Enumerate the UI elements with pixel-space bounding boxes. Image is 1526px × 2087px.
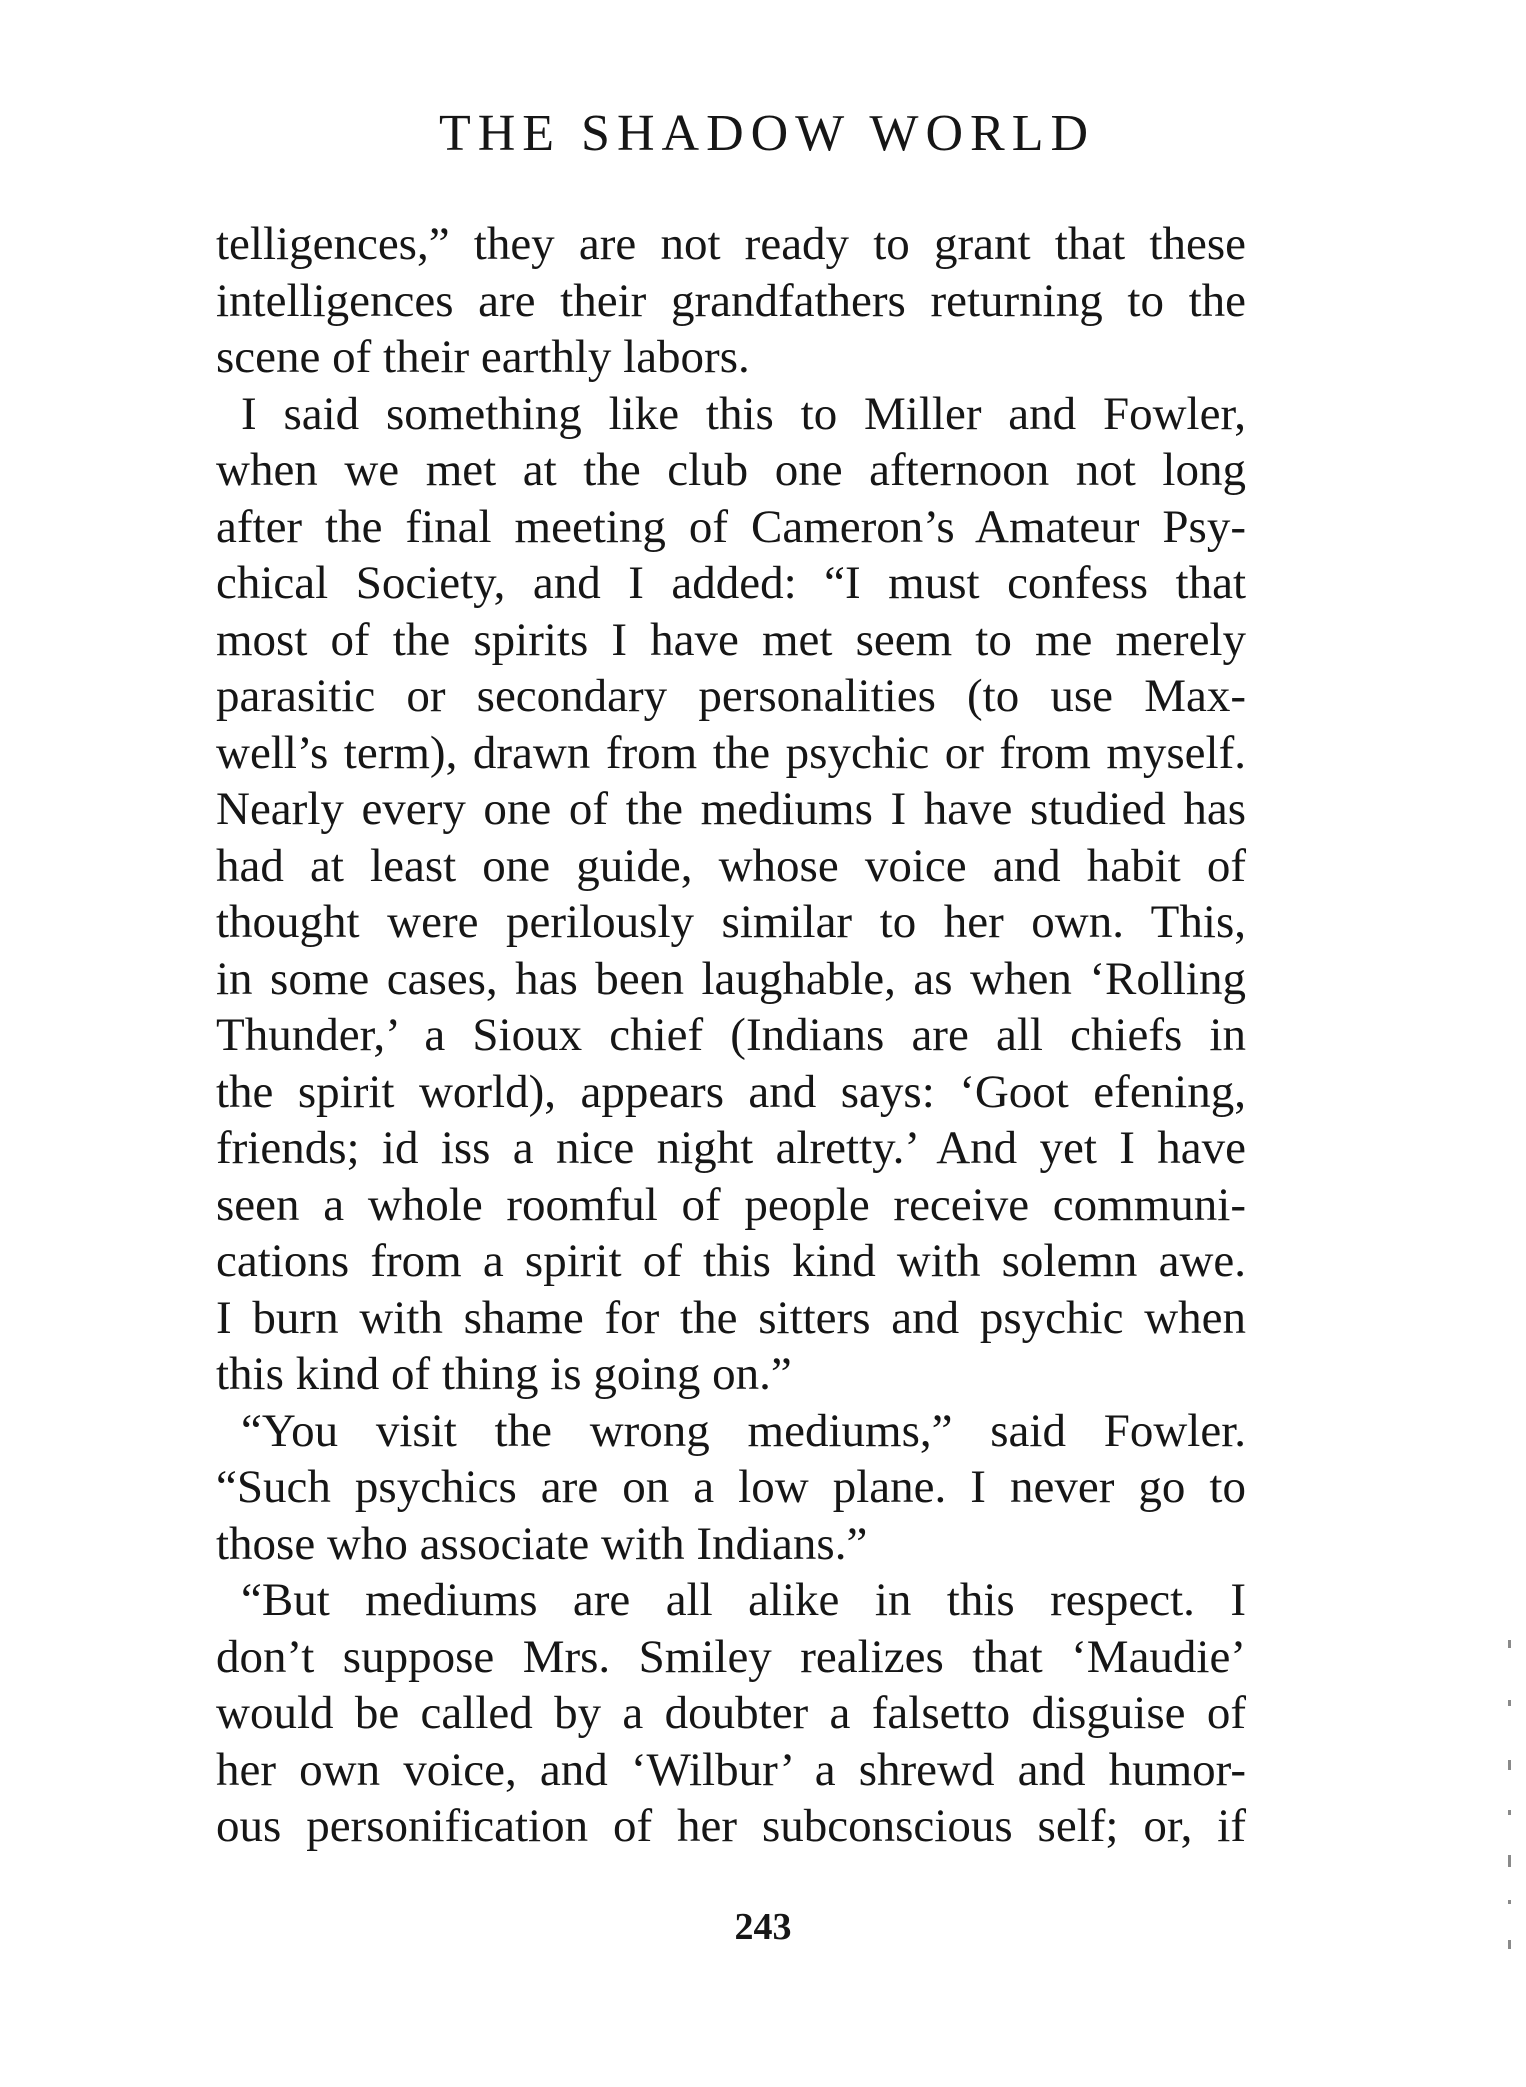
text-line: intelligences are their grandfathers returning to the [216, 274, 1246, 327]
scan-speck [1508, 1700, 1511, 1706]
text-line: thought were perilously similar to her own. This, [216, 896, 1246, 948]
text-line: well’s term), drawn from the psychic or from myself. [216, 726, 1246, 779]
text-line: “Such psychics are on a low plane. I never go to [216, 1461, 1246, 1513]
text-line: ous personification of her subconscious self; or, if [216, 1800, 1246, 1852]
text-line: in some cases, has been laughable, as when ‘Rolling [216, 952, 1246, 1005]
text-line: parasitic or secondary personalities (to use Max- [216, 670, 1246, 722]
scan-speck [1508, 1855, 1511, 1867]
body-text [216, 216, 1246, 1855]
text-line: friends; id iss a nice night alretty.’ And yet I have [216, 1122, 1246, 1174]
text-line: those who associate with Indians.” [216, 1517, 868, 1570]
running-head: THE SHADOW WORLD [438, 105, 1096, 162]
text-line: don’t suppose Mrs. Smiley realizes that ‘Maudie’ [216, 1630, 1246, 1683]
text-line: Thunder,’ a Sioux chief (Indians are all chiefs in [216, 1009, 1246, 1061]
text-line: seen a whole roomful of people receive communi- [216, 1178, 1246, 1231]
text-line: I said something like this to Miller and Fowler, [241, 387, 1246, 440]
scan-speck [1508, 1640, 1511, 1648]
text-line: cations from a spirit of this kind with solemn awe. [216, 1235, 1246, 1287]
text-line: telligences,” they are not ready to grant that these [216, 218, 1246, 270]
text-line: after the final meeting of Cameron’s Amateur Psy- [216, 500, 1246, 553]
text-line: this kind of thing is going on.” [216, 1348, 792, 1400]
scan-speck [1508, 1900, 1511, 1904]
text-line: the spirit world), appears and says: ‘Goot efening, [216, 1065, 1246, 1118]
text-line: when we met at the club one afternoon not long [216, 444, 1246, 496]
text-line: I burn with shame for the sitters and psychic when [216, 1291, 1246, 1344]
text-line: most of the spirits I have met seem to me merely [216, 613, 1246, 666]
scan-edge-marks [1508, 1640, 1514, 1980]
text-line: chical Society, and I added: “I must confess that [216, 557, 1246, 609]
page-number: 243 [734, 1906, 792, 1948]
scan-speck [1508, 1810, 1511, 1815]
scan-speck [1508, 1940, 1511, 1949]
text-line: “You visit the wrong mediums,” said Fowler. [241, 1404, 1246, 1457]
text-line: scene of their earthly labors. [216, 331, 750, 383]
text-line: her own voice, and ‘Wilbur’ a shrewd and humor- [216, 1743, 1246, 1796]
text-line: “But mediums are all alike in this respect. I [241, 1574, 1246, 1626]
text-line: had at least one guide, whose voice and habit of [216, 839, 1246, 892]
text-line: would be called by a doubter a falsetto disguise of [216, 1687, 1246, 1739]
scan-speck [1508, 1760, 1511, 1770]
text-line: Nearly every one of the mediums I have studied has [216, 783, 1246, 835]
